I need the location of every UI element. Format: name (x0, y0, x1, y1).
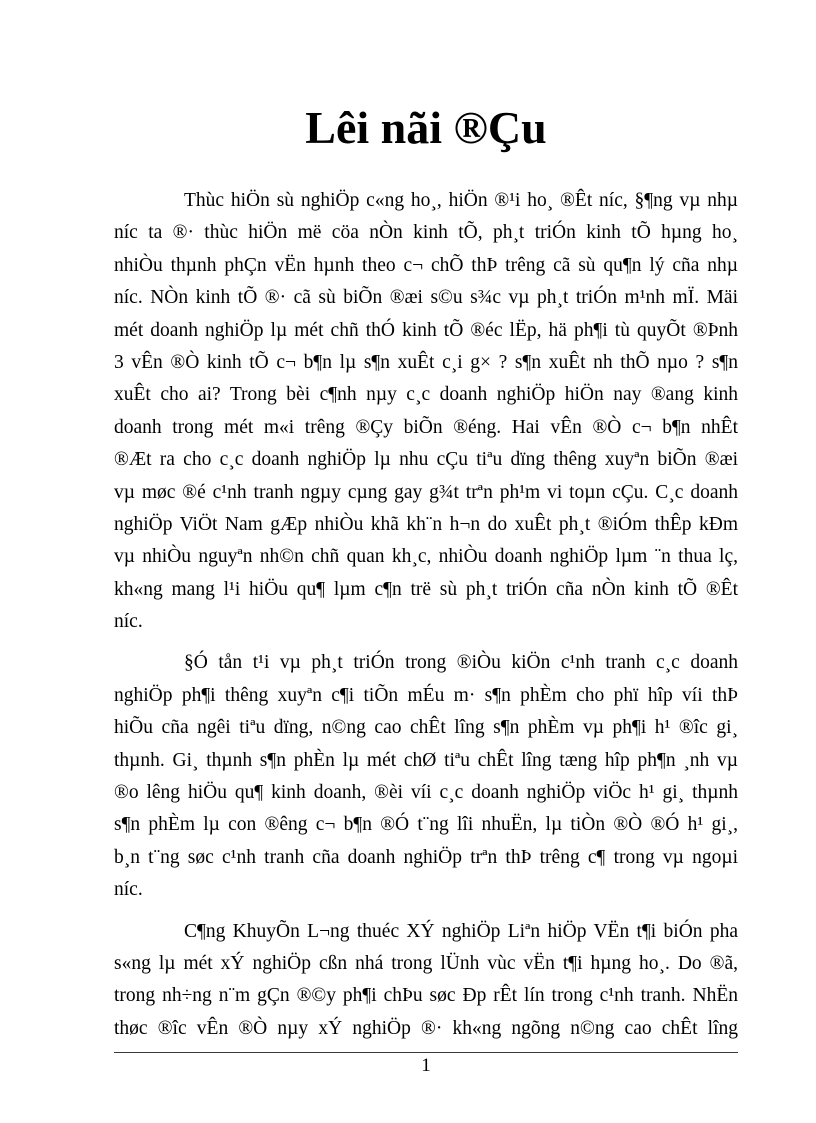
text-line: kh«ng mang l¹i hiÖu qu¶ lµm c¶n trë sù ph¸t triÓn cña nÒn kinh tÕ ®Êt (114, 578, 738, 600)
text-line: s¶n phÈm lµ con ®êng c¬ b¶n ®Ó t¨ng lîi nhuËn, lµ tiÒn ®Ò ®Ó h¹ gi¸, (114, 814, 738, 836)
text-line: níc ta ®· thùc hiÖn më cöa nÒn kinh tÕ, ph¸t triÓn kinh tÕ hµng ho¸ (114, 222, 738, 244)
document-body (114, 185, 738, 1045)
text-line: nghiÖp ViÖt Nam gÆp nhiÒu khã kh¨n h¬n do xuÊt ph¸t ®iÓm thÊp kÐm (114, 513, 738, 535)
paragraph (114, 916, 738, 1046)
text-line: trong nh÷ng n¨m gÇn ®©y ph¶i chÞu søc Ðp rÊt lín trong c¹nh tranh. NhËn (114, 985, 738, 1007)
text-line: doanh trong mét m«i trêng ®Çy biÕn ®éng. Hai vÊn ®Ò c¬ b¶n nhÊt (114, 416, 738, 438)
text-line: 3 vÊn ®Ò kinh tÕ c¬ b¶n lµ s¶n xuÊt c¸i g× ? s¶n xuÊt nh thÕ nµo ? s¶n (114, 351, 738, 373)
text-line: Thùc hiÖn sù nghiÖp c«ng ho¸, hiÖn ®¹i ho¸ ®Êt níc, §¶ng vµ nhµ (184, 190, 738, 211)
page-number: 1 (421, 1055, 431, 1076)
text-line: s«ng lµ mét xÝ nghiÖp cßn nhá trong lÜnh vùc vËn t¶i hµng ho¸. Do ®ã, (114, 952, 738, 974)
text-line: vµ møc ®é c¹nh tranh ngµy cµng gay g¾t trªn ph¹m vi toµn cÇu. C¸c doanh (114, 481, 738, 503)
text-line: ®Æt ra cho c¸c doanh nghiÖp lµ nhu cÇu tiªu dïng thêng xuyªn biÕn ®æi (114, 449, 738, 471)
text-line: mét doanh nghiÖp lµ mét chñ thÓ kinh tÕ ®éc lËp, hä ph¶i tù quyÕt ®Þnh (114, 319, 738, 341)
text-line: níc. (114, 879, 143, 901)
text-line: §Ó tån t¹i vµ ph¸t triÓn trong ®iÒu kiÖn c¹nh tranh c¸c doanh (184, 652, 738, 674)
text-line: xuÊt cho ai? Trong bèi c¶nh nµy c¸c doanh nghiÖp hiÖn nay ®ang kinh (114, 384, 738, 406)
paragraph (114, 185, 738, 638)
text-line: thµnh. Gi¸ thµnh s¶n phÈn lµ mét chØ tiªu chÊt lîng tæng hîp ph¶n ¸nh vµ (114, 749, 738, 771)
text-line: nhiÒu thµnh phÇn vËn hµnh theo c¬ chÕ thÞ trêng cã sù qu¶n lý cña nhµ (114, 254, 738, 276)
text-line: thøc ®îc vÊn ®Ò nµy xÝ nghiÖp ®· kh«ng ngõng n©ng cao chÊt lîng (114, 1017, 738, 1039)
text-line: ®o lêng hiÖu qu¶ kinh doanh, ®èi víi c¸c doanh nghiÖp viÖc h¹ gi¸ thµnh (114, 782, 738, 804)
text-line: níc. (114, 611, 143, 633)
text-line: b¸n t¨ng søc c¹nh tranh cña doanh nghiÖp trªn thÞ trêng c¶ trong vµ ngoµi (114, 846, 738, 868)
text-line: níc. NÒn kinh tÕ ®· cã sù biÕn ®æi s©u s¾c vµ ph¸t triÓn m¹nh mÏ. Mäi (114, 287, 738, 309)
text-line: nghiÖp ph¶i thêng xuyªn c¶i tiÕn mÉu m· s¶n phÈm cho phï hîp víi thÞ (114, 684, 738, 706)
page-footer (114, 1052, 738, 1077)
text-line: hiÕu cña ngêi tiªu dïng, n©ng cao chÊt lîng s¶n phÈm vµ ph¶i h¹ ®îc gi¸ (114, 717, 738, 739)
text-line: vµ nhiÒu nguyªn nh©n chñ quan kh¸c, nhiÒu doanh nghiÖp lµm ¨n thua lç, (114, 546, 738, 568)
text-line: C¶ng KhuyÕn L¬ng thuéc XÝ nghiÖp Liªn hiÖp VËn t¶i biÓn pha (184, 920, 738, 942)
paragraph (114, 647, 738, 906)
page-title: Lêi nãi ®Çu (305, 102, 547, 153)
